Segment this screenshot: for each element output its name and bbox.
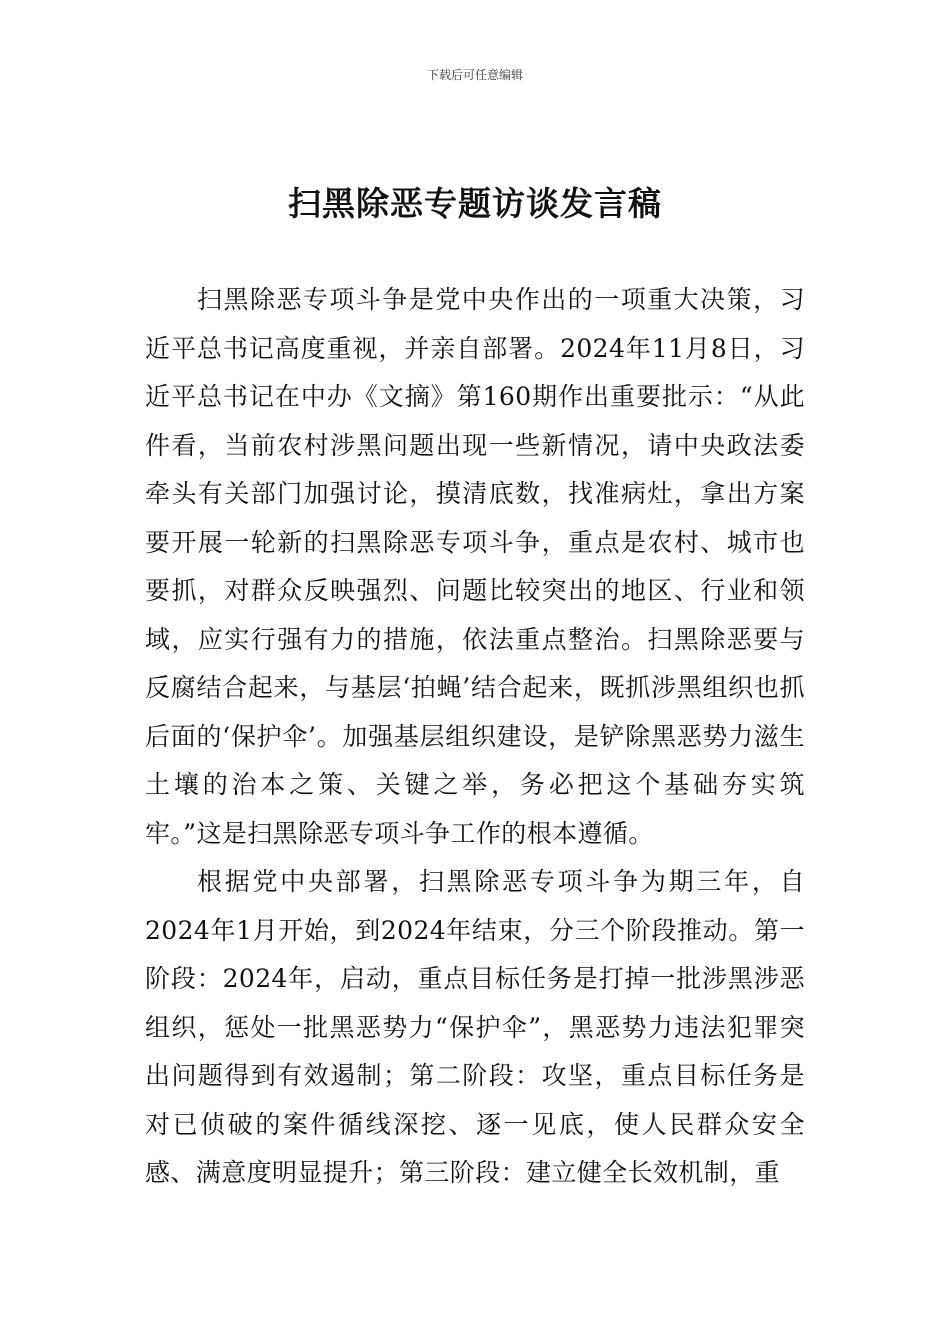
paragraph-1: 扫黑除恶专项斗争是党中央作出的一项重大决策，习近平总书记高度重视，并亲自部署。2024年11月8日，习近平总书记在中办《文摘》第160期作出重要批示：“从此件看，当前农村涉黑问题出现一些新情况，请中央政法委牵头有关部门加强讨论，摸清底数，找准病灶，拿出方案要开展一轮新的扫黑除恶专项斗争，重点是农村、城市也要抓，对群众反映强烈、问题比较突出的地区、行业和领域，应实行强有力的措施，依法重点整治。扫黑除恶要与反腐结合起来，与基层‘拍蝇’结合起来，既抓涉黑组织也抓后面的‘保护伞’。加强基层组织建设，是铲除黑恶势力滋生土壤的治本之策、关键之举，务必把这个基础夯实筑牢。”这是扫黑除恶专项斗争工作的根本遵循。 [145,285,805,848]
document-body [145,276,805,1198]
header-note: 下载后可任意编辑 [426,68,523,82]
document-title: 扫黑除恶专题访谈发言稿 [288,184,662,223]
paragraph-2: 根据党中央部署，扫黑除恶专项斗争为期三年，自2024年1月开始，到2024年结束，分三个阶段推动。第一阶段：2024年，启动，重点目标任务是打掉一批涉黑涉恶组织，惩处一批黑恶势力“保护伞”，黑恶势力违法犯罪突出问题得到有效遏制；第二阶段：攻坚，重点目标任务是对已侦破的案件循线深挖、逐一见底，使人民群众安全感、满意度明显提升；第三阶段：建立健全长效机制，重 [145,867,805,1187]
